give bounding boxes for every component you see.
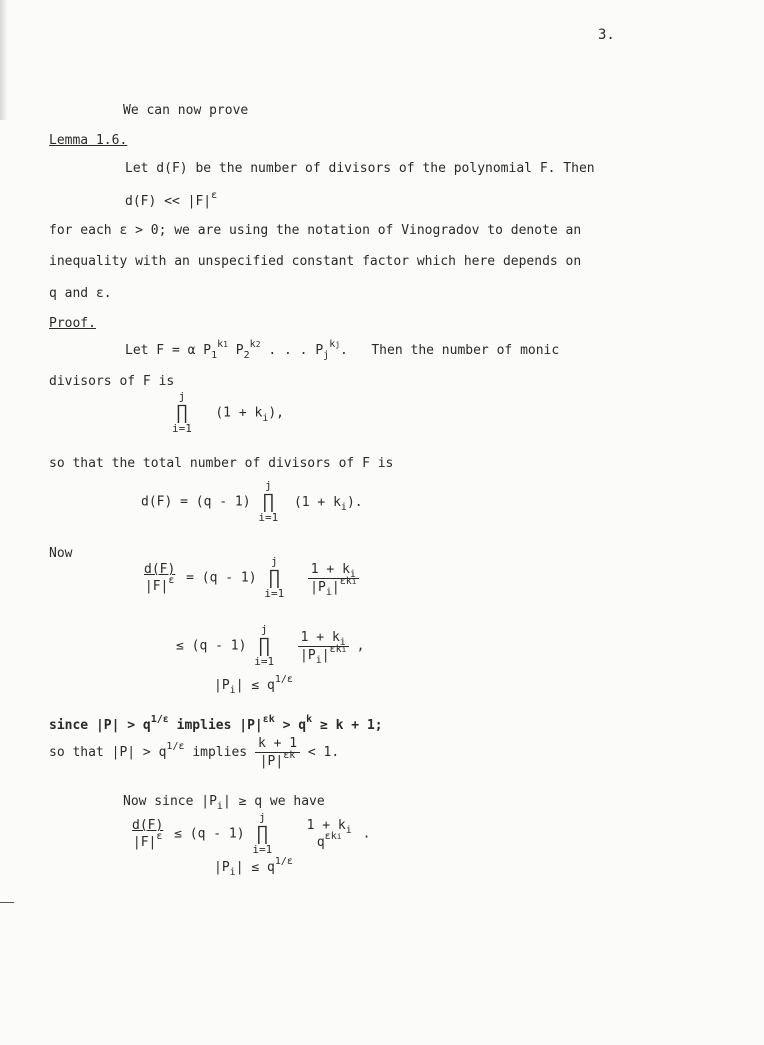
factorization-text: Then the number of monic <box>371 343 560 358</box>
scan-edge-shadow <box>0 0 8 120</box>
factorization-line <box>125 339 560 361</box>
monic-product-formula: j ∏ i=1 $(1 + k_i)$, <box>172 390 285 435</box>
ratio-formula-2: ≤ (q - 1) j ∏ i=1 $\frac{1 + k_i}{|P_i|^{\varepsilon ki}}$ , <box>176 623 365 668</box>
now-label: Now <box>49 546 73 561</box>
ratio-fraction-rhs: $\frac{1 + k_i}{|P_i|^{\varepsilon ki}}$ <box>308 562 359 595</box>
final-formula: $\frac{d(F)}{|F|^\varepsilon}$ ≤ (q - 1) j ∏ i=1 $1 + k_i$ $q^{\varepsilon ki}$ . <box>129 812 370 856</box>
final-fraction-rhs: $1 + k_i$ $q^{\varepsilon ki}$ <box>306 818 352 850</box>
intro-line: We can now prove <box>123 103 249 118</box>
divisor-bound-lhs: d(F) << |F| <box>125 194 212 209</box>
ratio-fraction-lhs: $\frac{d(F)}{|F|^\varepsilon}$ <box>144 562 176 594</box>
product-operator: j ∏ i=1 <box>172 390 192 435</box>
margin-tick-mark <box>0 902 14 903</box>
ratio-fraction-bounded: $\frac{1 + k_i}{|P_i|^{\varepsilon ki}}$ <box>298 630 349 663</box>
product-range-condition: $|P_i| \le q^{1/\varepsilon}$ <box>214 674 293 696</box>
final-fraction-lhs: $\frac{d(F)}{|F|^\varepsilon}$ <box>132 818 164 850</box>
product-operator: j ∏ i=1 <box>252 811 273 856</box>
lemma-heading: Lemma 1.6. <box>49 133 128 148</box>
proof-heading: Proof. <box>49 316 96 331</box>
lemma-statement: Let d(F) be the number of divisors of the polynomial F. Then <box>125 161 595 176</box>
bound-fraction: $\frac{k + 1}{|P|^{\varepsilon k}}$ <box>255 736 300 769</box>
divisor-bound <box>125 190 218 209</box>
total-divisors-formula: d(F) = (q - 1) j ∏ i=1 $(1 + k_i)$. <box>141 479 363 524</box>
so-that-line: so that $|P| > q^{1/\varepsilon}$ implies $\frac{k + 1}{|P|^{\varepsilon k}}$ < 1. <box>49 736 340 769</box>
total-divisors-text: so that the total number of divisors of F is <box>49 456 394 471</box>
notation-line-3: q and ε. <box>49 286 112 301</box>
since-line: since $|P| > q^{1/\varepsilon}$ implies $|P|^{\varepsilon k} > q^k \ge k + 1$; <box>49 714 383 733</box>
final-range-condition: $|P_i| \le q^{1/\varepsilon}$ <box>214 856 293 878</box>
product-operator: j ∏ i=1 <box>264 555 285 600</box>
monic-divisors-text: divisors of F is <box>49 374 175 389</box>
product-operator: j ∏ i=1 <box>258 479 279 524</box>
notation-line-1: for each ε > 0; we are using the notation of Vinogradov to denote an <box>49 223 582 238</box>
monic-product-term: (1 + k <box>215 405 263 421</box>
now-since-line: Now since $|P_i| \ge q$ we have <box>123 794 325 812</box>
factorization-formula: Let F = α $P_1^{k1}$ $P_2^{k2}$ . . . $P_j^{kj}$. <box>125 339 348 361</box>
divisor-bound-exponent: ε <box>211 190 218 201</box>
page-number: 3. <box>598 27 615 43</box>
notation-line-2: inequality with an unspecified constant factor which here depends on <box>49 254 582 269</box>
ratio-formula-1: $\frac{d(F)}{|F|^\varepsilon}$ = (q - 1) j ∏ i=1 $\frac{1 + k_i}{|P_i|^{\varepsilon ki}}$ <box>141 556 359 600</box>
product-operator: j ∏ i=1 <box>254 623 275 668</box>
